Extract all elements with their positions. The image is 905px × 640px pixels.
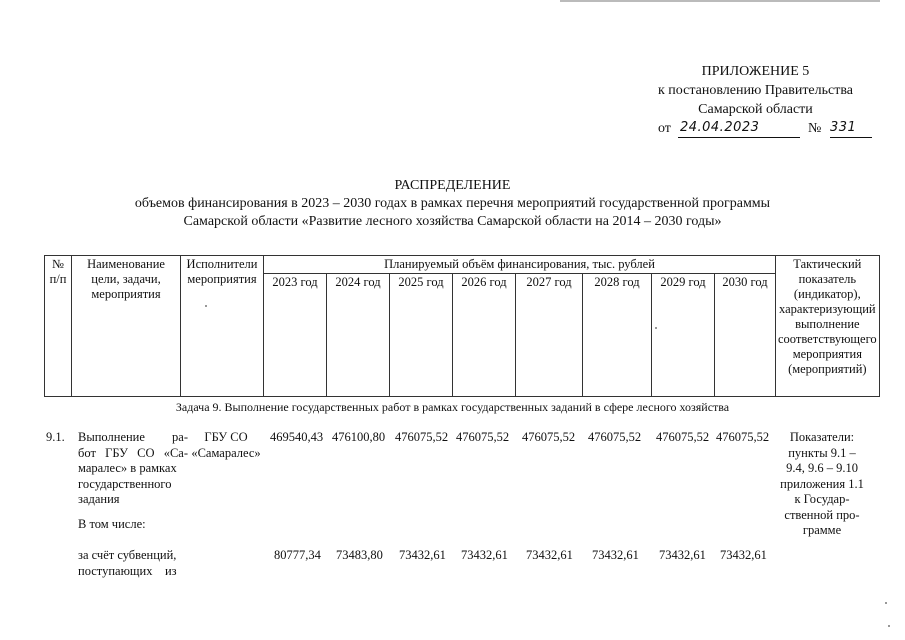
year-2029: 2029 год [652,274,715,397]
col-planned-header: Планируемый объём финансирования, тыс. рублей [264,256,776,274]
row-9-1-name-line: задания [78,492,120,506]
row-subvention-name-line: за счёт субвенций, [78,548,177,562]
year-2028: 2028 год [583,274,652,397]
row-subvention-value-2024: 73483,80 [336,548,383,562]
col-num-header: № п/п [45,256,72,397]
appendix-title: ПРИЛОЖЕНИЕ 5 [701,64,810,79]
row-9-1-value-2029: 476075,52 [656,430,710,444]
document-title [0,177,905,231]
row-9-1-indicator-line: приложения 1.1 [780,476,864,491]
row-9-1-including: В том числе: [78,517,146,531]
scan-top-edge [560,0,880,2]
document-heading: РАСПРЕДЕЛЕНИЕ [394,178,511,193]
appendix-line3: Самарской области [698,102,813,117]
year-2030: 2030 год [715,274,776,397]
year-2025: 2025 год [390,274,453,397]
task-line: Задача 9. Выполнение государственных работ в рамках государственных заданий в сфере лесного хозяйства [175,400,730,414]
row-subvention-value-2027: 73432,61 [526,548,573,562]
row-subvention-value-2025: 73432,61 [399,548,446,562]
row-9-1-value-2027: 476075,52 [522,430,576,444]
year-2024: 2024 год [327,274,390,397]
row-9-1-executor-line: ГБУ СО [204,430,248,444]
row-9-1-value-2026: 476075,52 [456,430,510,444]
row-subvention-value-2029: 73432,61 [659,548,706,562]
row-subvention-value-2028: 73432,61 [592,548,639,562]
scan-speck [888,625,890,627]
row-9-1-indicator-line: пункты 9.1 – [788,445,856,460]
row-9-1-value-2024: 476100,80 [332,430,386,444]
year-2027: 2027 год [516,274,583,397]
appendix-line2: к постановлению Правительства [657,83,853,98]
document-subheading1: объемов финансирования в 2023 – 2030 годах в рамках перечня мероприятий государственной программы [134,196,771,211]
header-table [44,255,880,397]
appendix-block [657,62,857,141]
col-name-header: Наименование цели, задачи, мероприятия [72,256,181,397]
scan-speck [655,327,657,329]
row-9-1-indicator-line: ственной про- [784,507,860,522]
decree-number: 331 [830,118,872,138]
row-subvention-name-line: поступающих из [78,563,177,578]
row-9-1-number: 9.1. [46,430,65,444]
year-2023: 2023 год [264,274,327,397]
row-subvention-name [78,548,188,579]
row-9-1-indicator-line: Показатели: [789,430,855,444]
col-indicator-header: Тактический показатель (индикатор), характеризующий выполнение соответствующего мероприятия (мероприятий) [776,256,880,397]
row-9-1-executor [186,430,266,461]
row-subvention-value-2026: 73432,61 [461,548,508,562]
row-9-1-name-line: Выполнение ра- [78,430,188,444]
row-9-1-value-2030: 476075,52 [716,430,770,444]
scan-speck [885,602,887,604]
row-9-1-indicator [776,430,868,539]
decree-number-label: № [807,121,822,136]
row-9-1-name [78,430,188,508]
row-9-1-indicator-line: к Государ- [794,492,850,506]
year-2026: 2026 год [453,274,516,397]
row-9-1-name-line: бот ГБУ СО «Са- [78,445,188,460]
row-9-1-value-2025: 476075,52 [395,430,449,444]
col-executors-header: Исполнители мероприятия [181,256,264,397]
scan-speck [205,305,207,307]
row-9-1-value-2023: 469540,43 [270,430,324,444]
decree-date: 24.04.2023 [678,118,800,138]
row-9-1-value-2028: 476075,52 [588,430,642,444]
decree-line [657,119,857,141]
row-9-1-name-line: маралес» в рамках [78,461,177,475]
row-9-1-indicator-line: грамме [802,523,842,537]
row-subvention-value-2030: 73432,61 [720,548,767,562]
row-9-1-indicator-line: 9.4, 9.6 – 9.10 [786,461,858,475]
row-subvention-value-2023: 80777,34 [274,548,321,562]
decree-from-label: от [657,121,671,136]
row-9-1-executor-line: «Самаралес» [191,445,261,460]
row-9-1-name-line: государственного [78,476,172,491]
document-subheading2: Самарской области «Развитие лесного хозяйства Самарской области на 2014 – 2030 годы» [183,214,722,229]
